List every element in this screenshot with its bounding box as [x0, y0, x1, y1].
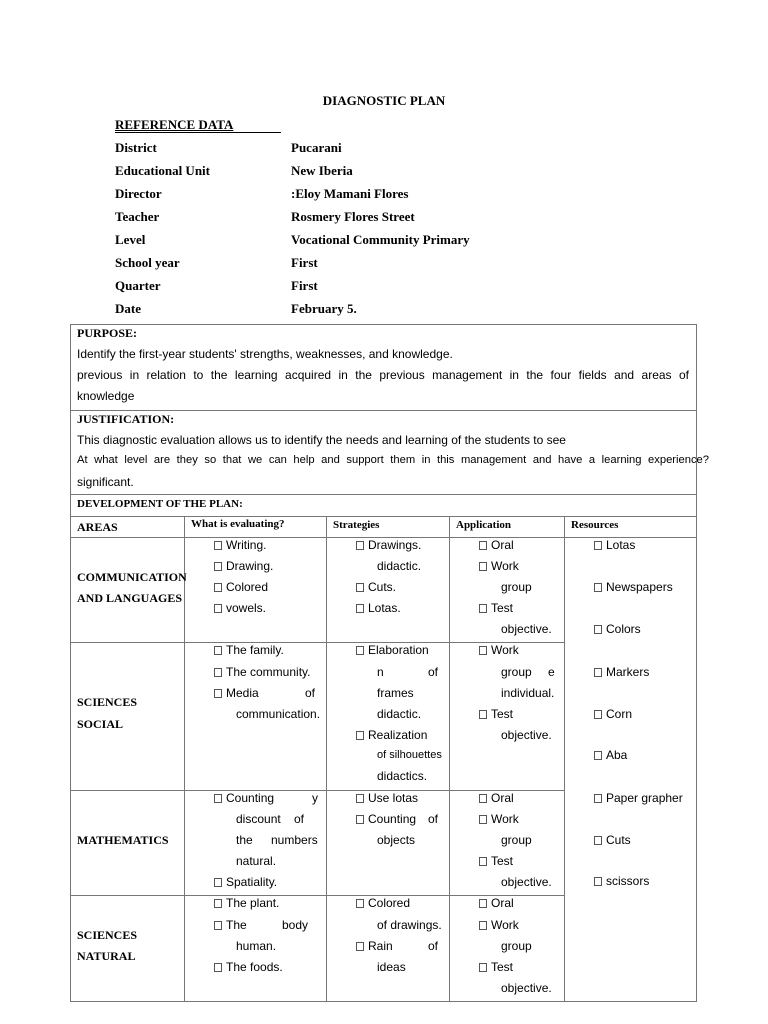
application-item: Test	[479, 960, 513, 974]
area-name: MATHEMATICS	[77, 833, 169, 847]
header-application: Application	[456, 519, 512, 531]
strategy-item: Rain	[356, 939, 393, 953]
strategy-item: Counting	[356, 812, 416, 826]
strategy-item: Use lotas	[356, 791, 418, 805]
application-item: Work	[479, 643, 519, 657]
checkbox-bullet-icon	[356, 731, 364, 740]
evaluating-item: the	[236, 833, 253, 847]
resource-item: Cuts	[594, 833, 631, 847]
application-item: Test	[479, 601, 513, 615]
checkbox-bullet-icon	[479, 604, 487, 613]
checkbox-bullet-icon	[594, 583, 602, 592]
application-item: Work	[479, 559, 519, 573]
checkbox-bullet-icon	[356, 646, 364, 655]
checkbox-bullet-icon	[214, 604, 222, 613]
checkbox-bullet-icon	[594, 668, 602, 677]
resource-item: Corn	[594, 707, 632, 721]
checkbox-bullet-icon	[479, 794, 487, 803]
reference-label: District	[115, 140, 157, 155]
evaluating-item: The community.	[214, 665, 310, 679]
evaluating-item: communication.	[236, 707, 321, 721]
strategy-item: n	[377, 665, 384, 679]
reference-label: Educational Unit	[115, 163, 210, 178]
resource-item: Paper grapher	[594, 791, 683, 805]
reference-value: :Eloy Mamani Flores	[291, 186, 409, 201]
evaluating-item: human.	[236, 939, 277, 953]
checkbox-bullet-icon	[214, 562, 222, 571]
checkbox-bullet-icon	[356, 583, 364, 592]
evaluating-item: of	[305, 686, 316, 700]
checkbox-bullet-icon	[356, 815, 364, 824]
checkbox-bullet-icon	[356, 942, 364, 951]
application-item: Test	[479, 854, 513, 868]
area-name: NATURAL	[77, 949, 136, 963]
evaluating-item: The	[214, 918, 247, 932]
checkbox-bullet-icon	[594, 710, 602, 719]
reference-label: Director	[115, 186, 162, 201]
evaluating-item: The family.	[214, 643, 284, 657]
header-resources: Resources	[571, 519, 619, 531]
checkbox-bullet-icon	[594, 625, 602, 634]
checkbox-bullet-icon	[479, 646, 487, 655]
checkbox-bullet-icon	[214, 899, 222, 908]
checkbox-bullet-icon	[594, 794, 602, 803]
checkbox-bullet-icon	[479, 815, 487, 824]
checkbox-bullet-icon	[214, 878, 222, 887]
application-item: Work	[479, 812, 519, 826]
checkbox-bullet-icon	[356, 604, 364, 613]
strategy-item: Realization	[356, 728, 427, 742]
evaluating-item: The plant.	[214, 896, 279, 910]
purpose-section	[70, 324, 697, 411]
reference-value: First	[291, 255, 318, 270]
checkbox-bullet-icon	[356, 794, 364, 803]
checkbox-bullet-icon	[356, 899, 364, 908]
header-areas: AREAS	[77, 520, 118, 534]
strategy-item: frames	[377, 686, 414, 700]
checkbox-bullet-icon	[214, 646, 222, 655]
application-item: objective.	[501, 728, 552, 742]
application-item: Oral	[479, 896, 514, 910]
justification-line: This diagnostic evaluation allows us to identify the needs and learning of the students to see	[77, 433, 566, 447]
checkbox-bullet-icon	[479, 541, 487, 550]
reference-value: Vocational Community Primary	[291, 232, 470, 247]
header-what-is-evaluating: What is evaluating?	[191, 518, 285, 530]
checkbox-bullet-icon	[594, 751, 602, 760]
strategy-item: of	[428, 665, 439, 679]
area-name: AND LANGUAGES	[77, 591, 183, 605]
area-name: SCIENCES	[77, 928, 138, 942]
purpose-line: Identify the first-year students' strengths, weaknesses, and knowledge.	[77, 347, 453, 361]
checkbox-bullet-icon	[479, 562, 487, 571]
development-section	[70, 494, 697, 517]
checkbox-bullet-icon	[214, 963, 222, 972]
checkbox-bullet-icon	[479, 899, 487, 908]
purpose-heading: PURPOSE:	[77, 326, 137, 340]
evaluating-item: natural.	[236, 854, 277, 868]
checkbox-bullet-icon	[214, 921, 222, 930]
strategy-item: didactic.	[377, 707, 422, 721]
strategy-item: ideas	[377, 960, 406, 974]
strategy-item: of	[428, 939, 439, 953]
purpose-line: knowledge	[77, 389, 135, 403]
checkbox-bullet-icon	[594, 877, 602, 886]
evaluating-item: Colored	[214, 580, 268, 594]
evaluating-item: Drawing.	[214, 559, 273, 573]
checkbox-bullet-icon	[214, 583, 222, 592]
evaluating-item: Media	[214, 686, 259, 700]
justification-line: significant.	[77, 475, 134, 489]
purpose-line: previous in relation to the learning acquired in the previous management in the four fields and areas of	[77, 368, 689, 382]
reference-value: First	[291, 278, 318, 293]
checkbox-bullet-icon	[479, 710, 487, 719]
strategy-item: Elaboration	[356, 643, 429, 657]
evaluating-item: The foods.	[214, 960, 283, 974]
checkbox-bullet-icon	[214, 541, 222, 550]
strategy-item: Drawings.	[356, 538, 421, 552]
evaluating-item: vowels.	[214, 601, 266, 615]
evaluating-item: discount	[236, 812, 281, 826]
reference-label: Quarter	[115, 278, 161, 293]
reference-label: Level	[115, 232, 146, 247]
justification-heading: JUSTIFICATION:	[77, 412, 175, 426]
evaluating-item: Writing.	[214, 538, 266, 552]
reference-value: Rosmery Flores Street	[291, 209, 415, 224]
evaluating-item: Counting	[214, 791, 274, 805]
checkbox-bullet-icon	[479, 857, 487, 866]
reference-label: School year	[115, 255, 180, 270]
application-item: objective.	[501, 875, 552, 889]
reference-label: Date	[115, 301, 141, 316]
strategy-item: of silhouettes	[377, 749, 442, 761]
application-item: e	[548, 665, 555, 679]
evaluating-item: Spatiality.	[214, 875, 277, 889]
header-strategies: Strategies	[333, 519, 380, 531]
application-item: group	[501, 939, 532, 953]
reference-value: February 5.	[291, 301, 357, 316]
checkbox-bullet-icon	[214, 794, 222, 803]
application-item: Work	[479, 918, 519, 932]
checkbox-bullet-icon	[479, 921, 487, 930]
justification-section	[70, 410, 709, 495]
application-item: group	[501, 580, 532, 594]
evaluating-item: of	[294, 812, 305, 826]
area-name: SCIENCES	[77, 695, 138, 709]
resource-item: Aba	[594, 748, 627, 762]
application-item: individual.	[501, 686, 555, 700]
application-item: Oral	[479, 538, 514, 552]
checkbox-bullet-icon	[594, 836, 602, 845]
justification-line: At what level are they so that we can help and support them in this management and have a learning experience?	[77, 454, 709, 466]
application-item: group	[501, 833, 532, 847]
resource-item: Newspapers	[594, 580, 673, 594]
strategy-item: Cuts.	[356, 580, 396, 594]
strategy-item: of drawings.	[377, 918, 442, 932]
reference-value: Pucarani	[291, 140, 342, 155]
strategy-item: of	[428, 812, 439, 826]
application-item: objective.	[501, 981, 552, 995]
strategy-item: objects	[377, 833, 416, 847]
evaluating-item: y	[312, 791, 318, 805]
strategy-item: didactic.	[377, 559, 422, 573]
checkbox-bullet-icon	[214, 668, 222, 677]
checkbox-bullet-icon	[214, 689, 222, 698]
evaluating-item: body	[282, 918, 309, 932]
checkbox-bullet-icon	[479, 963, 487, 972]
reference-label: Teacher	[115, 209, 160, 224]
application-item: Test	[479, 707, 513, 721]
resource-item: Markers	[594, 665, 649, 679]
resource-item: Colors	[594, 622, 641, 636]
application-item: group	[501, 665, 532, 679]
reference-value: New Iberia	[291, 163, 353, 178]
area-name: SOCIAL	[77, 717, 124, 731]
reference-data-heading: REFERENCE DATA	[115, 117, 281, 133]
resource-item: Lotas	[594, 538, 635, 552]
area-name: COMMUNICATION	[77, 570, 187, 584]
application-item: objective.	[501, 622, 552, 636]
checkbox-bullet-icon	[594, 541, 602, 550]
document-title: DIAGNOSTIC PLAN	[322, 93, 446, 108]
development-heading: DEVELOPMENT OF THE PLAN:	[77, 498, 243, 510]
application-item: Oral	[479, 791, 514, 805]
resource-item: scissors	[594, 874, 649, 888]
strategy-item: didactics.	[377, 769, 428, 783]
evaluating-item: numbers	[271, 833, 318, 847]
checkbox-bullet-icon	[356, 541, 364, 550]
strategy-item: Lotas.	[356, 601, 401, 615]
strategy-item: Colored	[356, 896, 410, 910]
